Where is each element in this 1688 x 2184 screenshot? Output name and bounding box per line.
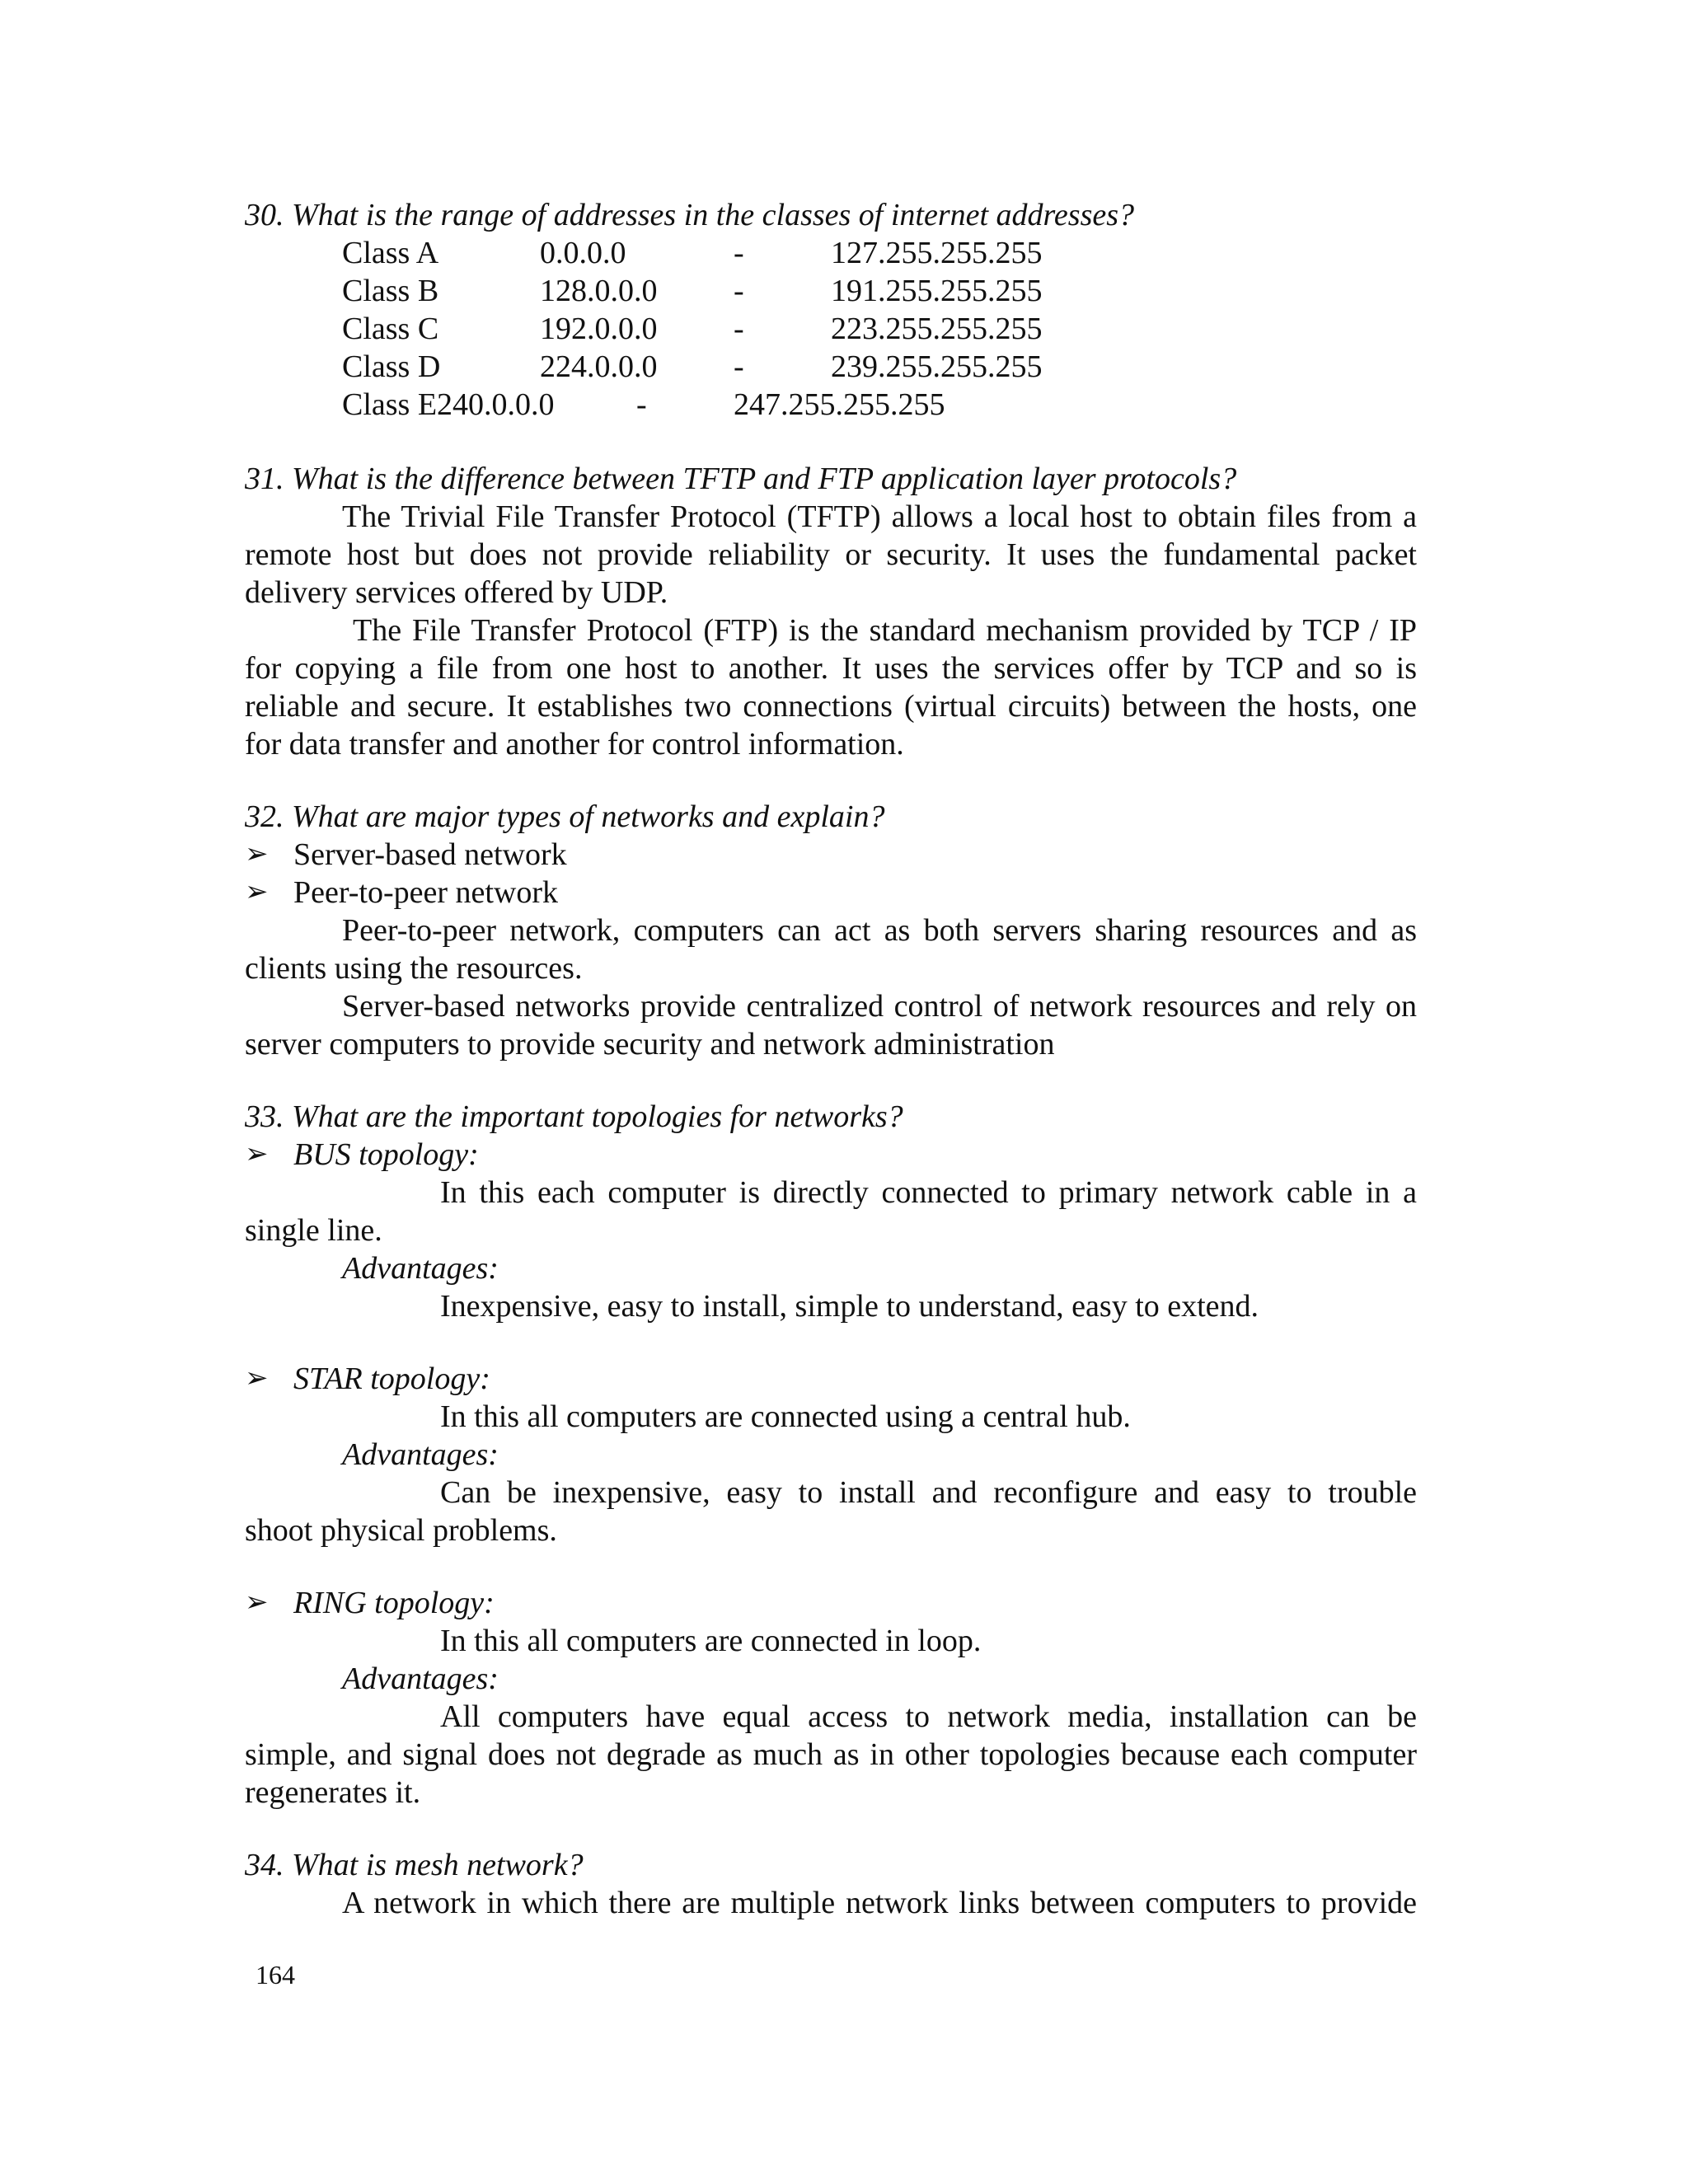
advantages-label: Advantages: xyxy=(342,1251,499,1286)
class-name: Class A xyxy=(342,236,439,270)
question-32-title: 32. What are major types of networks and explain? xyxy=(245,799,885,834)
paragraph-line: reliable and secure. It establishes two connections (virtual circuits) between the hosts, one xyxy=(245,689,1417,724)
paragraph-line: server computers to provide security and network administration xyxy=(245,1027,1055,1062)
range-dash: - xyxy=(734,312,744,346)
class-name: Class B xyxy=(342,274,439,308)
range-end: 191.255.255.255 xyxy=(831,274,1043,308)
range-end: 247.255.255.255 xyxy=(734,387,945,422)
paragraph-line: In this all computers are connected using a central hub. xyxy=(440,1399,1131,1434)
range-dash: - xyxy=(734,274,744,308)
bus-topology-heading: BUS topology: xyxy=(293,1137,479,1172)
paragraph-line: for data transfer and another for control information. xyxy=(245,727,904,762)
range-end: 223.255.255.255 xyxy=(831,312,1043,346)
arrow-bullet-icon: ➢ xyxy=(245,877,269,907)
paragraph-line: Peer-to-peer network, computers can act as both servers sharing resources and as xyxy=(342,913,1417,948)
range-dash: - xyxy=(734,349,744,384)
class-name-and-start: Class E240.0.0.0 xyxy=(342,387,555,422)
paragraph-line: In this all computers are connected in loop. xyxy=(440,1624,982,1658)
paragraph-line: The File Transfer Protocol (FTP) is the standard mechanism provided by TCP / IP xyxy=(353,613,1417,648)
paragraph-line: A network in which there are multiple network links between computers to provide xyxy=(342,1886,1417,1920)
range-start: 192.0.0.0 xyxy=(540,312,658,346)
star-topology-heading: STAR topology: xyxy=(293,1361,490,1396)
range-end: 239.255.255.255 xyxy=(831,349,1043,384)
advantages-label: Advantages: xyxy=(342,1437,499,1472)
paragraph-line: clients using the resources. xyxy=(245,951,583,986)
range-start: 224.0.0.0 xyxy=(540,349,658,384)
arrow-bullet-icon: ➢ xyxy=(245,1587,269,1618)
question-33-title: 33. What are the important topologies for networks? xyxy=(245,1099,903,1134)
range-start: 0.0.0.0 xyxy=(540,236,626,270)
range-dash: - xyxy=(636,387,647,422)
question-31-title: 31. What is the difference between TFTP and FTP application layer protocols? xyxy=(245,462,1237,496)
list-item-label: Server-based network xyxy=(293,837,567,872)
paragraph-line: All computers have equal access to network media, installation can be xyxy=(440,1699,1417,1734)
paragraph-line: shoot physical problems. xyxy=(245,1513,557,1548)
class-name: Class C xyxy=(342,312,439,346)
arrow-bullet-icon: ➢ xyxy=(245,1363,269,1394)
list-item-label: Peer-to-peer network xyxy=(293,875,559,910)
paragraph-line: In this each computer is directly connected to primary network cable in a xyxy=(440,1175,1417,1210)
range-start: 128.0.0.0 xyxy=(540,274,658,308)
paragraph-line: for copying a file from one host to another. It uses the services offer by TCP and so is xyxy=(245,651,1417,686)
arrow-bullet-icon: ➢ xyxy=(245,1139,269,1169)
page-number: 164 xyxy=(256,1960,295,1990)
ring-topology-heading: RING topology: xyxy=(293,1586,495,1620)
paragraph-line: Server-based networks provide centralized control of network resources and rely on xyxy=(342,989,1417,1024)
paragraph-line: The Trivial File Transfer Protocol (TFTP) allows a local host to obtain files from a xyxy=(342,499,1417,534)
range-end: 127.255.255.255 xyxy=(831,236,1043,270)
question-30-title: 30. What is the range of addresses in the classes of internet addresses? xyxy=(245,198,1135,232)
arrow-bullet-icon: ➢ xyxy=(245,839,269,869)
range-dash: - xyxy=(734,236,744,270)
advantages-label: Advantages: xyxy=(342,1661,499,1696)
paragraph-line: regenerates it. xyxy=(245,1775,421,1810)
paragraph-line: remote host but does not provide reliability or security. It uses the fundamental packet xyxy=(245,537,1417,572)
class-name: Class D xyxy=(342,349,441,384)
paragraph-line: simple, and signal does not degrade as much as in other topologies because each computer xyxy=(245,1737,1417,1772)
paragraph-line: delivery services offered by UDP. xyxy=(245,575,668,610)
paragraph-line: Can be inexpensive, easy to install and reconfigure and easy to trouble xyxy=(440,1475,1417,1510)
paragraph-line: Inexpensive, easy to install, simple to understand, easy to extend. xyxy=(440,1289,1259,1324)
question-34-title: 34. What is mesh network? xyxy=(245,1848,584,1882)
paragraph-line: single line. xyxy=(245,1213,382,1248)
